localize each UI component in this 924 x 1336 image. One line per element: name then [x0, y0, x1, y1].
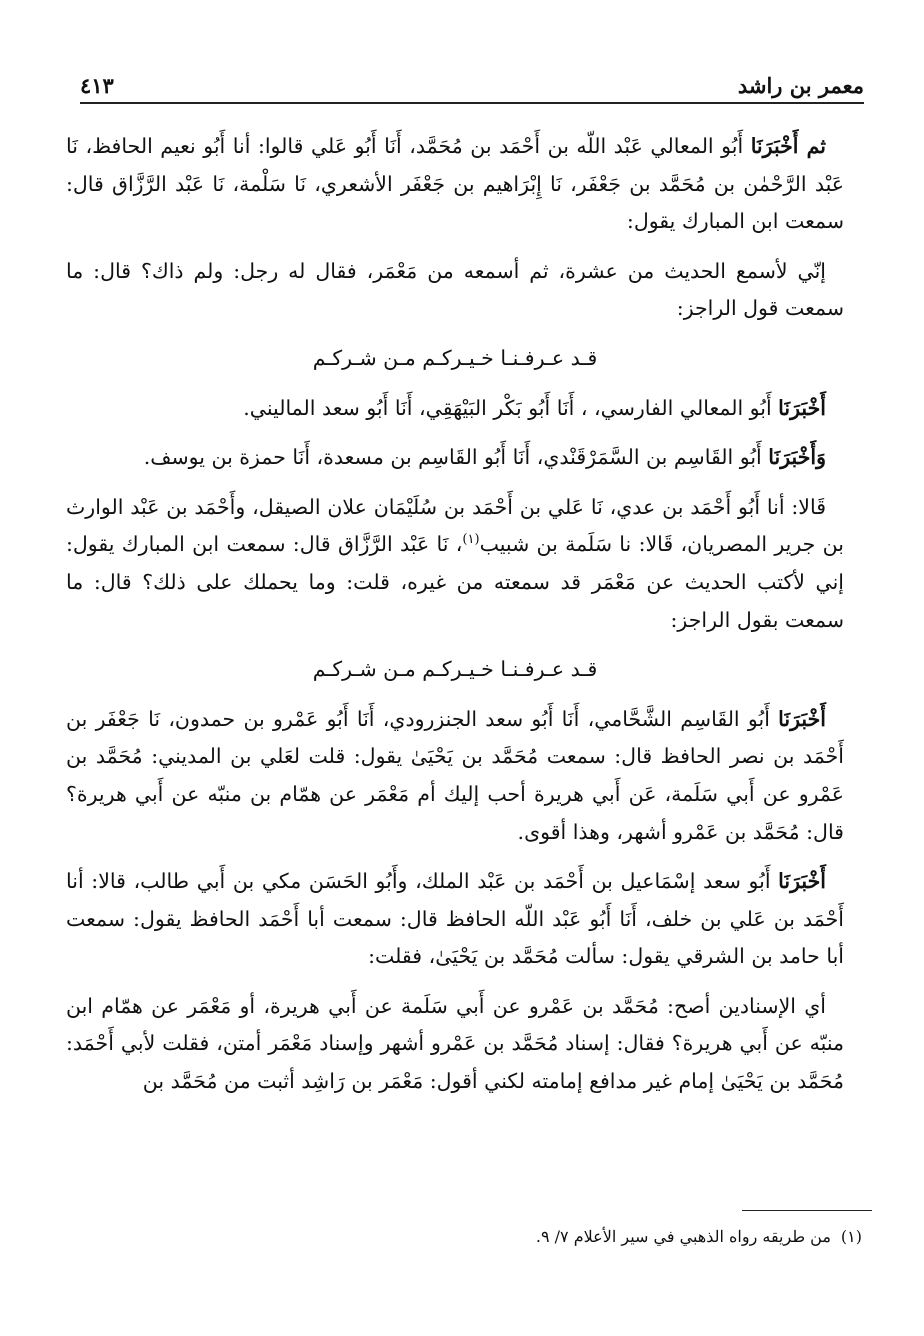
akhbarana-keyword: أَخْبَرَنَا [778, 869, 826, 894]
akhbarana-keyword: ثم أَخْبَرَنَا [750, 134, 826, 158]
verse-line-2: قـد عـرفـنـا خـيـركـم مـن شـركـم [312, 657, 598, 682]
paragraph-text: ، نَا عَبْد الرَّزَّاق قال: سمعت ابن المبارك يقول: إني لأكتب الحديث عن مَعْمَر قد سمعته من غيره، قلت: وما يحملك على ذلك؟ قال: ما سمعت بقول الراجز: [66, 532, 844, 632]
paragraph-text: أَبُو القَاسِم الشَّحَّامي، أَنَا أَبُو سعد الجنزرودي، أَنَا أَبُو عَمْرو بن حمدون، نَا جَعْفَر بن أَحْمَد بن نصر الحافظ قال: سمعت مُحَمَّد بن يَحْيَىٰ يقول: قلت لعَلي بن المديني: مُحَمَّد بن عَمْرو عن أَبي سَلَمة، عَن أَبي هريرة أحب إليك أم مَعْمَر عن همّام بن منبّه عن أَبي هريرة؟ قال: مُحَمَّد بن عَمْرو أشهر، وهذا أقوى. [66, 706, 844, 844]
footnote-text: من طريقه رواه الذهبي في سير الأعلام ٧/ ٩. [535, 1227, 831, 1246]
paragraph-8 [66, 988, 844, 1101]
paragraph-4 [66, 439, 844, 477]
akhbarana-keyword: أَخْبَرَنَا [778, 706, 826, 731]
paragraph-2 [66, 253, 844, 328]
page-header [80, 58, 864, 104]
footnote [300, 1226, 862, 1248]
footnote-reference[interactable]: (١) [462, 532, 480, 548]
footnote-divider [742, 1210, 872, 1211]
paragraph-6 [66, 701, 844, 851]
akhbarana-keyword: وَأَخْبَرَنَا [768, 445, 826, 470]
akhbarana-keyword: أَخْبَرَنَا [778, 395, 826, 420]
paragraph-text: أَبُو المعالي عَبْد اللّه بن أَحْمَد بن مُحَمَّد، أَنَا أَبُو عَلي قالوا: أنا أَبُو نعيم الحافظ، نَا عَبْد الرَّحْمٰن بن مُحَمَّد بن جَعْفَر، نَا إِبْرَاهيم بن جَعْفَر الأشعري، نَا سَلْمة، نَا عَبْد الرَّزَّاق قال: سمعت ابن المبارك يقول: [66, 134, 844, 234]
page-number: ٤١٣ [80, 73, 114, 98]
paragraph-1 [66, 128, 844, 241]
paragraph-3 [66, 390, 844, 428]
paragraph-text: أَبُو القَاسِم بن السَّمَرْقَنْدي، أَنَا أَبُو القَاسِم بن مسعدة، أَنَا حمزة بن يوسف. [143, 445, 769, 470]
paragraph-text: أي الإسنادين أصح: مُحَمَّد بن عَمْرو عن أَبي سَلَمة عن أَبي هريرة، أو مَعْمَر عن همّام ابن منبّه عن أَبي هريرة؟ فقال: إسناد مُحَمَّد بن عَمْرو أشهر وإسناد مَعْمَر أمتن، فقلت لأبي أَحْمَد: مُحَمَّد بن يَحْيَىٰ إمام غير مدافع إمامته لكني أقول: مَعْمَر بن رَاشِد أثبت من مُحَمَّد بن [66, 993, 844, 1094]
paragraph-text: إنّي لأسمع الحديث من عشرة، ثم أسمعه من مَعْمَر، فقال له رجل: ولم ذاك؟ قال: ما سمعت قول الراجز: [66, 258, 844, 321]
page-body [66, 128, 844, 1113]
paragraph-5 [66, 489, 844, 639]
verse-line-1: قـد عـرفـنـا خـيـركـم مـن شـركـم [312, 345, 598, 370]
paragraph-7 [66, 863, 844, 976]
paragraph-text: أَبُو سعد إسْمَاعيل بن أَحْمَد بن عَبْد الملك، وأَبُو الحَسَن مكي بن أَبي طالب، قالا: أنا أَحْمَد بن عَلي بن خلف، أَنَا أَبُو عَبْد اللّه الحافظ قال: سمعت أبا أَحْمَد الحافظ يقول: سمعت أبا حامد بن الشرقي يقول: سألت مُحَمَّد بن يَحْيَىٰ، فقلت: [66, 869, 844, 969]
footnote-number: (١) [840, 1227, 862, 1246]
paragraph-text: قَالا: أنا أَبُو أَحْمَد بن عدي، نَا عَلي بن أَحْمَد بن سُلَيْمَان علان الصيقل، وأَحْمَد بن عَبْد الوارث بن جرير المصريان، قَالا: نا سَلَمة بن شبيب [66, 494, 844, 557]
paragraph-text: أَبُو المعالي الفارسي، ، أَنَا أَبُو بَكْر البَيْهَقِي، أَنَا أَبُو سعد الماليني. [243, 395, 779, 420]
running-title: معمر بن راشد [737, 73, 864, 98]
